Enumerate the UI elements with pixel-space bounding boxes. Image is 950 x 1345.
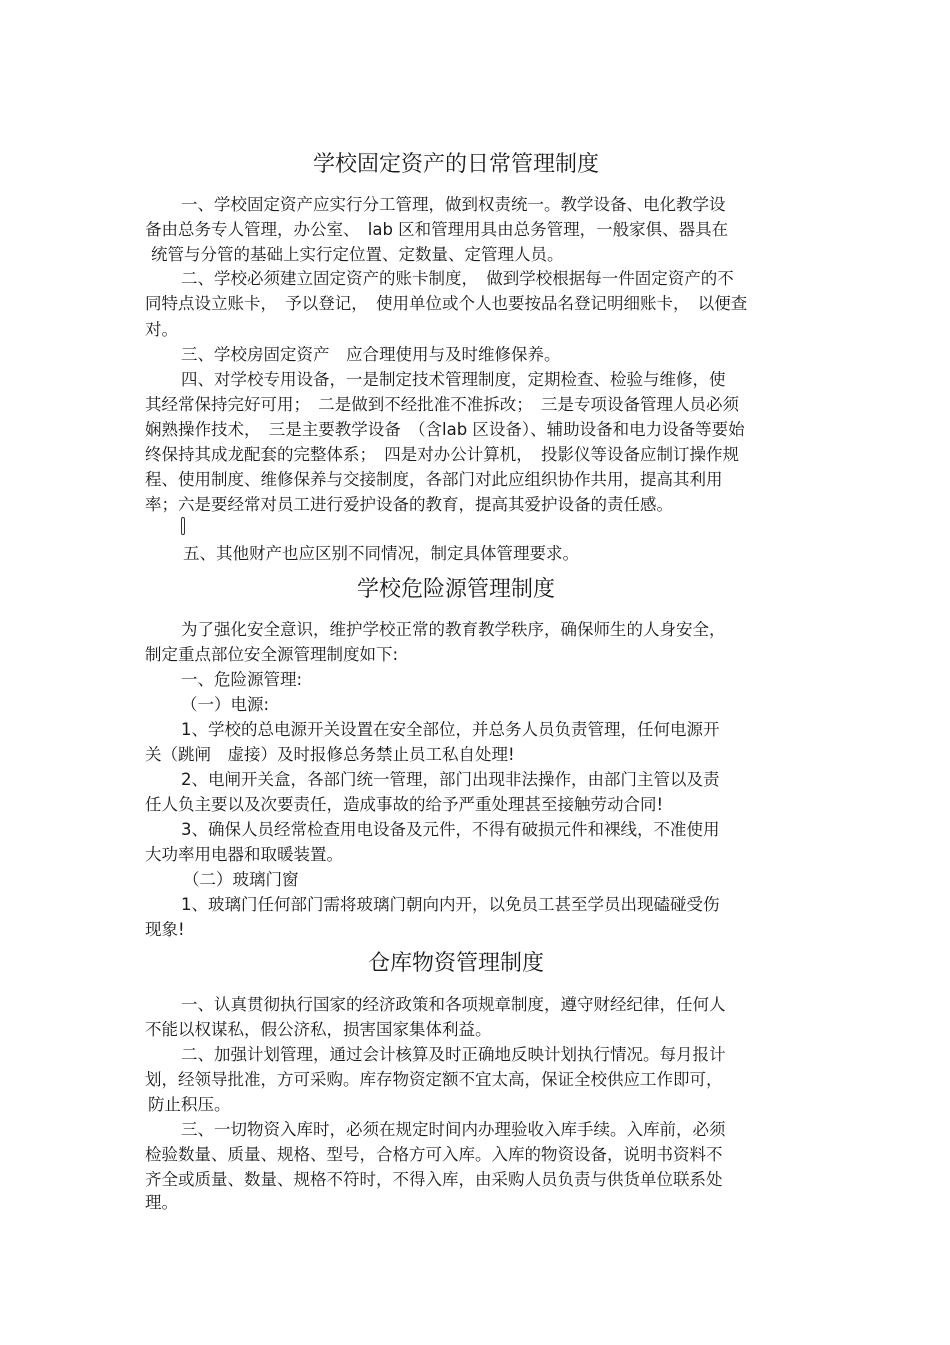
paragraph-line: 现象! [145,920,185,939]
paragraph-line: 程、使用制度、维修保养与交接制度，各部门对此应组织协作共用，提高其利用 [145,470,723,489]
paragraph-line: 不能以权谋私，假公济私，损害国家集体利益。 [145,1020,492,1039]
paragraph-line: 划，经领导批准，方可采购。库存物资定额不宜太高，保证全校供应工作即可， [145,1070,723,1089]
paragraph-line: 四、对学校专用设备，一是制定技术管理制度，定期检查、检验与维修，使 [181,370,726,389]
section-title-warehouse: 仓库物资管理制度 [367,951,544,976]
stray-mark [181,517,185,535]
paragraph-line: 备由总务专人管理，办公室、 lab 区和管理用具由总务管理，一般家俱、器具在 [145,220,729,239]
paragraph-line: 五、其他财产也应区别不同情况，制定具体管理要求。 [183,544,579,563]
paragraph-line: 检验数量、质量、规格、型号，合格方可入库。入库的物资设备，说明书资料不 [145,1145,723,1164]
paragraph-line: 3、确保人员经常检查用电设备及元件，不得有破损元件和裸线，不准使用 [181,820,720,839]
paragraph-line: 一、危险源管理: [181,670,303,689]
paragraph-line: 率；六是要经常对员工进行爱护设备的教育，提高其爱护设备的责任感。 [145,495,673,514]
paragraph-line: 理。 [145,1193,178,1212]
paragraph-line: 对。 [145,320,178,339]
paragraph-line: 统管与分管的基础上实行定位置、定数量、定管理人员。 [151,245,564,264]
paragraph-line: 一、认真贯彻执行国家的经济政策和各项规章制度，遵守财经纪律，任何人 [181,995,726,1014]
paragraph-line: 娴熟操作技术， 三是主要教学设备 （含lab 区设备）、辅助设备和电力设备等要始 [145,420,745,439]
section-title-fixed-assets: 学校固定资产的日常管理制度 [312,152,599,177]
paragraph-line: 1、学校的总电源开关设置在安全部位，并总务人员负责管理，任何电源开 [181,720,720,739]
paragraph-line: 一、学校固定资产应实行分工管理，做到权责统一。教学设备、电化教学设 [181,195,726,214]
paragraph-line: 为了强化安全意识，维护学校正常的教育教学秩序，确保师生的人身安全， [181,620,726,639]
paragraph-line: 1、玻璃门任何部门需将玻璃门朝向内开，以免员工甚至学员出现磕碰受伤 [181,895,720,914]
paragraph-line: （二）玻璃门窗 [183,870,299,889]
paragraph-line: （一）电源: [181,695,270,714]
section-title-hazard: 学校危险源管理制度 [356,577,555,602]
paragraph-line: 二、加强计划管理，通过会计核算及时正确地反映计划执行情况。每月报计 [181,1045,726,1064]
paragraph-line: 齐全或质量、数量、规格不符时，不得入库，由采购人员负责与供货单位联系处 [145,1170,723,1189]
paragraph-line: 任人负主要以及次要责任，造成事故的给予严重处理甚至接触劳动合同! [145,795,664,814]
paragraph-line: 大功率用电器和取暖装置。 [145,845,343,864]
paragraph-line: 2、电闸开关盒，各部门统一管理，部门出现非法操作，由部门主管以及责 [181,770,720,789]
paragraph-line: 关（跳闸 虚接）及时报修总务禁止员工私自处理! [145,745,515,764]
paragraph-line: 二、学校必须建立固定资产的账卡制度， 做到学校根据每一件固定资产的不 [181,269,734,288]
paragraph-line: 终保持其成龙配套的完整体系； 四是对办公计算机， 投影仪等设备应制订操作规 [145,445,739,464]
paragraph-line: 三、一切物资入库时，必须在规定时间内办理验收入库手续。入库前，必须 [181,1120,726,1139]
paragraph-line: 同特点设立账卡， 予以登记， 使用单位或个人也要按品名登记明细账卡， 以便查 [145,294,748,313]
paragraph-line: 三、学校房固定资产 应合理使用与及时维修保养。 [181,345,561,364]
paragraph-line: 防止积压。 [148,1095,231,1114]
paragraph-line: 其经常保持完好可用； 二是做到不经批准不准拆改； 三是专项设备管理人员必须 [145,395,739,414]
paragraph-line: 制定重点部位安全源管理制度如下: [145,645,399,664]
